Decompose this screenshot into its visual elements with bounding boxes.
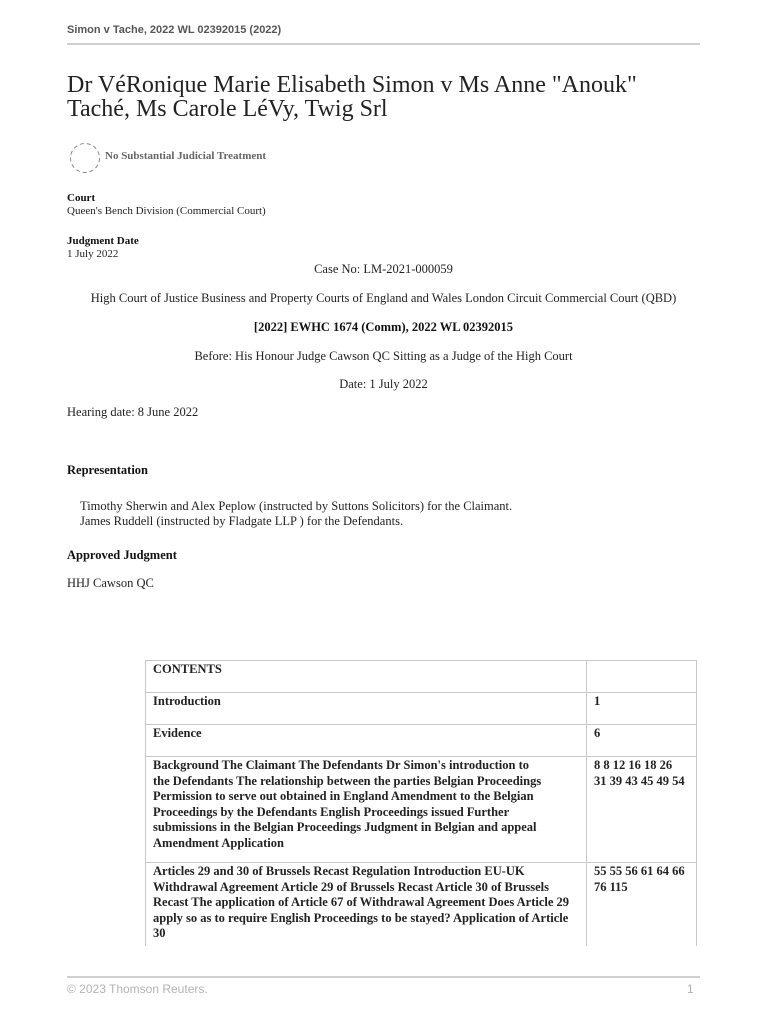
contents-row — [146, 757, 697, 863]
contents-topic-line: the Defendants The relationship between the parties Belgian Proceedings — [153, 773, 542, 788]
dashed-circle-icon — [69, 142, 101, 174]
case-title: Dr VéRonique Marie Elisabeth Simon v Ms Anne "Anouk" Taché, Ms Carole LéVy, Twig Srl — [67, 72, 637, 122]
contents-paragraph-numbers: 6 — [594, 726, 601, 740]
contents-topic-line: Amendment Application — [153, 835, 284, 850]
court-value: Queen's Bench Division (Commercial Court) — [67, 205, 266, 217]
court-name: High Court of Justice Business and Property Courts of England and Wales London Circuit Commercial Court (QBD) — [90, 291, 677, 305]
copyright-notice: © 2023 Thomson Reuters. — [67, 982, 208, 996]
contents-paragraphs-cell — [587, 757, 697, 863]
contents-paragraph-numbers: 55 55 56 61 64 66 — [594, 864, 685, 878]
case-number: Case No: LM-2021-000059 — [314, 262, 453, 276]
contents-paragraph-numbers: 76 115 — [594, 879, 628, 894]
contents-topic-cell — [146, 863, 587, 946]
contents-paragraphs-cell — [587, 725, 697, 757]
citation: [2022] EWHC 1674 (Comm), 2022 WL 02392015 — [253, 320, 514, 334]
judge-name: HHJ Cawson QC — [67, 576, 154, 590]
before-judge: Before: His Honour Judge Cawson QC Sitting as a Judge of the High Court — [194, 349, 573, 363]
contents-topic-line: Recast The application of Article 67 of Withdrawal Agreement Does Article 29 — [153, 895, 570, 909]
page-number: 1 — [687, 982, 694, 996]
running-title: Simon v Tache, 2022 WL 02392015 (2022) — [67, 24, 282, 36]
court-heading: Court — [67, 192, 96, 204]
contents-topic-cell — [146, 661, 587, 693]
contents-topic-line: Background The Claimant The Defendants Dr Simon's introduction to — [153, 758, 529, 772]
header-divider — [67, 43, 700, 45]
contents-topic-line: Proceedings by the Defendants English Proceedings issued Further — [153, 804, 510, 819]
contents-topic-cell — [146, 725, 587, 757]
contents-topic-cell — [146, 693, 587, 725]
hearing-date: Hearing date: 8 June 2022 — [67, 405, 199, 419]
treatment-status-label: No Substantial Judicial Treatment — [105, 150, 267, 162]
contents-paragraph-numbers: 31 39 43 45 49 54 — [594, 773, 685, 788]
judgment-date-value: 1 July 2022 — [67, 248, 119, 260]
contents-paragraphs-cell — [587, 693, 697, 725]
contents-paragraph-numbers: 1 — [594, 694, 601, 708]
contents-paragraphs-cell — [587, 661, 697, 693]
footer-divider — [67, 976, 700, 978]
contents-topic-line: Introduction — [153, 694, 221, 708]
representation-claimant: Timothy Sherwin and Alex Peplow (instructed by Suttons Solicitors) for the Claimant. — [80, 499, 513, 513]
judgment-date-line: Date: 1 July 2022 — [339, 377, 428, 391]
approved-judgment-heading: Approved Judgment — [67, 548, 177, 562]
contents-topic-line: CONTENTS — [153, 662, 222, 676]
contents-heading-row — [146, 661, 697, 693]
contents-table — [145, 660, 697, 946]
contents-topic-line: Evidence — [153, 726, 202, 740]
representation-heading: Representation — [67, 463, 149, 477]
contents-topic-line: Withdrawal Agreement Article 29 of Brussels Recast Article 30 of Brussels — [153, 879, 550, 894]
contents-topic-line: Permission to serve out obtained in England Amendment to the Belgian — [153, 789, 534, 803]
contents-topic-line: apply so as to require English Proceedings to be stayed? Application of Article — [153, 910, 569, 925]
contents-row — [146, 863, 697, 946]
contents-paragraph-numbers: 8 8 12 16 18 26 — [594, 758, 673, 772]
representation-defendants: James Ruddell (instructed by Fladgate LLP ) for the Defendants. — [80, 514, 404, 528]
contents-topic-line: Articles 29 and 30 of Brussels Recast Regulation Introduction EU-UK — [153, 864, 525, 878]
contents-topic-cell — [146, 757, 587, 863]
contents-topic-line: submissions in the Belgian Proceedings Judgment in Belgian and appeal — [153, 820, 537, 834]
contents-row — [146, 725, 697, 757]
contents-topic-line: 30 — [153, 926, 166, 940]
contents-row — [146, 693, 697, 725]
contents-paragraphs-cell — [587, 863, 697, 946]
judgment-date-heading: Judgment Date — [67, 235, 139, 247]
